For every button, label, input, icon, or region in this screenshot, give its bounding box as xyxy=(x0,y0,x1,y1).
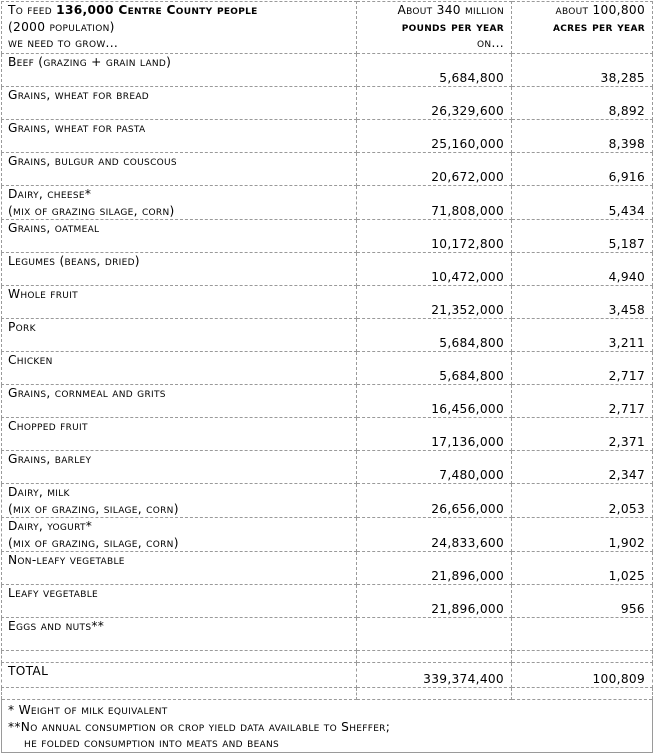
pounds-value: 71,808,000 xyxy=(357,186,512,220)
food-item-label: Eggs and nuts** xyxy=(8,619,105,633)
food-item-cell xyxy=(2,87,357,120)
pounds-value: 25,160,000 xyxy=(357,120,512,153)
blank-cell xyxy=(2,651,357,663)
food-item-label: Dairy, cheese* xyxy=(8,187,92,201)
food-item-cell xyxy=(2,253,357,286)
food-item-cell xyxy=(2,385,357,418)
pounds-value: 16,456,000 xyxy=(357,385,512,418)
food-item-label: Whole fruit xyxy=(8,287,78,301)
acres-value: 2,347 xyxy=(512,451,653,484)
table-row xyxy=(2,54,653,87)
food-item-label: Pork xyxy=(8,320,36,334)
table-row xyxy=(2,319,653,352)
food-item-label: Grains, bulgur and couscous xyxy=(8,154,177,168)
blank-spacer-row xyxy=(2,688,653,700)
table-row xyxy=(2,385,653,418)
table-row xyxy=(2,451,653,484)
food-item-cell xyxy=(2,451,357,484)
header-prefix: To feed xyxy=(8,3,57,17)
blank-cell xyxy=(2,688,357,700)
blank-cell xyxy=(357,688,512,700)
header-pounds-line-3: on... xyxy=(477,36,504,50)
header-line-2: (2000 population) xyxy=(8,19,115,34)
table-row xyxy=(2,552,653,585)
header-pounds-line-2: pounds per year xyxy=(401,19,504,34)
food-item-cell xyxy=(2,518,357,552)
acres-value xyxy=(512,618,653,651)
acres-value: 38,285 xyxy=(512,54,653,87)
pounds-value: 21,352,000 xyxy=(357,286,512,319)
food-item-cell xyxy=(2,484,357,518)
food-acreage-table-container xyxy=(1,1,652,753)
food-item-label: Beef (grazing + grain land) xyxy=(8,55,172,69)
acres-value: 3,458 xyxy=(512,286,653,319)
acres-value: 8,398 xyxy=(512,120,653,153)
header-acres-line-1: about 100,800 xyxy=(555,3,645,17)
acres-value: 956 xyxy=(512,585,653,618)
pounds-value: 5,684,800 xyxy=(357,352,512,385)
pounds-value xyxy=(357,618,512,651)
food-item-sublabel: (mix of grazing, silage, corn) xyxy=(8,501,179,516)
header-acres-line-2: acres per year xyxy=(552,19,645,34)
acres-value: 4,940 xyxy=(512,253,653,286)
food-acreage-table xyxy=(1,1,653,753)
acres-value: 6,916 xyxy=(512,153,653,186)
food-item-label: Dairy, milk xyxy=(8,485,70,499)
acres-value: 3,211 xyxy=(512,319,653,352)
acres-value: 8,892 xyxy=(512,87,653,120)
table-row xyxy=(2,352,653,385)
header-population-cell xyxy=(2,2,357,54)
table-row xyxy=(2,585,653,618)
food-item-cell xyxy=(2,186,357,220)
food-item-cell xyxy=(2,286,357,319)
footnotes-cell xyxy=(2,700,653,753)
header-acres-cell xyxy=(512,2,653,54)
food-item-cell xyxy=(2,585,357,618)
total-pounds: 339,374,400 xyxy=(357,663,512,688)
blank-cell xyxy=(357,651,512,663)
food-item-cell xyxy=(2,120,357,153)
footnote-milk-equivalent: * Weight of milk equivalent xyxy=(8,703,168,717)
footnote-no-data-line-2: he folded consumption into meats and beans xyxy=(24,736,280,750)
food-item-cell xyxy=(2,618,357,651)
table-row xyxy=(2,186,653,220)
blank-spacer-row xyxy=(2,651,653,663)
food-item-sublabel: (mix of grazing, silage, corn) xyxy=(8,535,179,550)
pounds-value: 7,480,000 xyxy=(357,451,512,484)
pounds-value: 5,684,800 xyxy=(357,319,512,352)
footnote-no-data-line-1: **No annual consumption or crop yield data available to Sheffer; xyxy=(8,719,391,734)
total-label: TOTAL xyxy=(2,663,357,688)
table-row xyxy=(2,253,653,286)
acres-value: 2,717 xyxy=(512,385,653,418)
food-item-cell xyxy=(2,319,357,352)
pounds-value: 20,672,000 xyxy=(357,153,512,186)
table-row xyxy=(2,220,653,253)
total-acres: 100,809 xyxy=(512,663,653,688)
food-item-label: Legumes (beans, dried) xyxy=(8,254,140,268)
food-item-cell xyxy=(2,418,357,451)
table-row xyxy=(2,286,653,319)
food-item-label: Dairy, yogurt* xyxy=(8,519,93,533)
acres-value: 2,717 xyxy=(512,352,653,385)
food-item-label: Grains, oatmeal xyxy=(8,221,100,235)
table-row xyxy=(2,120,653,153)
header-pounds-line-1: About 340 million xyxy=(397,3,504,17)
table-header-row xyxy=(2,2,653,54)
food-item-cell xyxy=(2,54,357,87)
food-item-cell xyxy=(2,153,357,186)
table-row xyxy=(2,418,653,451)
table-row xyxy=(2,153,653,186)
food-item-label: Grains, wheat for pasta xyxy=(8,121,146,135)
food-item-label: Grains, wheat for bread xyxy=(8,88,150,102)
header-line-3: we need to grow... xyxy=(8,36,119,50)
pounds-value: 26,656,000 xyxy=(357,484,512,518)
header-pounds-cell xyxy=(357,2,512,54)
acres-value: 1,902 xyxy=(512,518,653,552)
food-item-cell xyxy=(2,552,357,585)
pounds-value: 24,833,600 xyxy=(357,518,512,552)
blank-cell xyxy=(512,651,653,663)
table-row xyxy=(2,484,653,518)
total-row xyxy=(2,663,653,688)
pounds-value: 26,329,600 xyxy=(357,87,512,120)
acres-value: 2,053 xyxy=(512,484,653,518)
food-item-label: Grains, cornmeal and grits xyxy=(8,386,166,400)
food-item-label: Non-leafy vegetable xyxy=(8,553,125,567)
food-item-cell xyxy=(2,220,357,253)
food-item-sublabel: (mix of grazing silage, corn) xyxy=(8,203,175,218)
acres-value: 2,371 xyxy=(512,418,653,451)
pounds-value: 5,684,800 xyxy=(357,54,512,87)
table-row xyxy=(2,87,653,120)
pounds-value: 17,136,000 xyxy=(357,418,512,451)
header-population-bold: 136,000 Centre County people xyxy=(56,3,258,17)
pounds-value: 21,896,000 xyxy=(357,585,512,618)
acres-value: 1,025 xyxy=(512,552,653,585)
table-row xyxy=(2,618,653,651)
food-item-label: Chopped fruit xyxy=(8,419,88,433)
acres-value: 5,187 xyxy=(512,220,653,253)
pounds-value: 10,472,000 xyxy=(357,253,512,286)
acres-value: 5,434 xyxy=(512,186,653,220)
header-line-1 xyxy=(8,2,350,19)
pounds-value: 21,896,000 xyxy=(357,552,512,585)
table-row xyxy=(2,518,653,552)
food-item-cell xyxy=(2,352,357,385)
food-item-label: Chicken xyxy=(8,353,53,367)
pounds-value: 10,172,800 xyxy=(357,220,512,253)
blank-cell xyxy=(512,688,653,700)
food-item-label: Leafy vegetable xyxy=(8,586,99,600)
footnotes-row xyxy=(2,700,653,753)
food-item-label: Grains, barley xyxy=(8,452,92,466)
